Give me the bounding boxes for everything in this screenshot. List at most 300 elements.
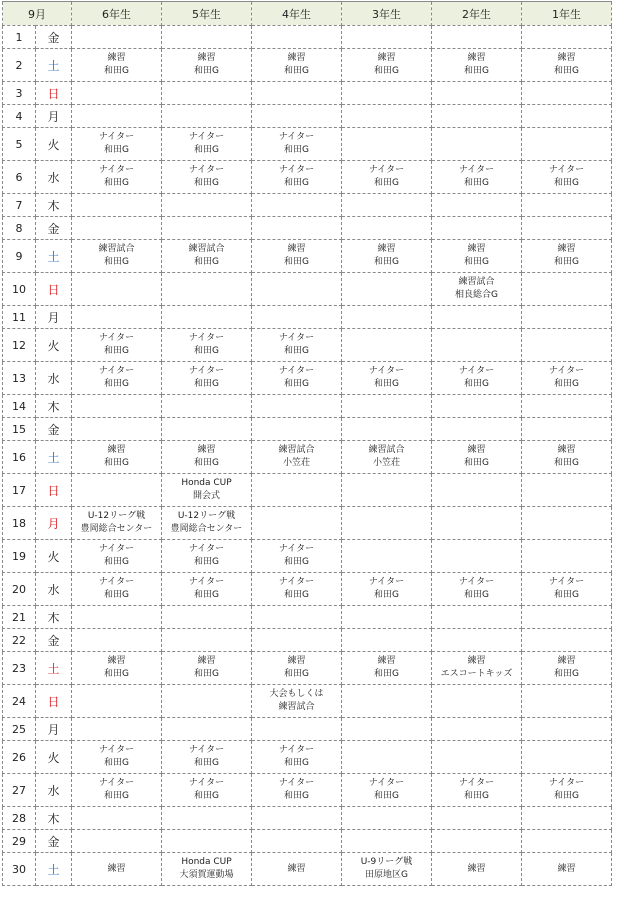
schedule-cell xyxy=(432,105,522,128)
weekday-label: 月 xyxy=(36,507,72,540)
schedule-cell xyxy=(522,830,612,853)
event-text: 和田G xyxy=(194,791,219,801)
day-row xyxy=(3,395,612,418)
schedule-cell xyxy=(432,606,522,629)
day-number: 30 xyxy=(3,853,36,886)
schedule-cell xyxy=(252,718,342,741)
schedule-cell xyxy=(252,629,342,652)
schedule-cell xyxy=(432,194,522,217)
event-text: 和田G xyxy=(194,66,219,76)
schedule-cell xyxy=(342,82,432,105)
event-text: 練習 xyxy=(107,53,126,63)
day-row xyxy=(3,718,612,741)
event-text: 小笠荘 xyxy=(282,458,310,468)
schedule-cell xyxy=(72,362,162,395)
event-text: 和田G xyxy=(554,791,579,801)
event-text: 練習 xyxy=(377,244,396,254)
event-text: 練習 xyxy=(377,53,396,63)
schedule-cell xyxy=(432,741,522,774)
event-text: ナイター xyxy=(368,366,405,376)
event-text: ナイター xyxy=(458,366,495,376)
schedule-cell xyxy=(432,774,522,807)
event-text: 練習 xyxy=(287,863,306,874)
schedule-cell xyxy=(162,718,252,741)
event-text: 練習 xyxy=(467,656,486,666)
schedule-cell xyxy=(162,82,252,105)
schedule-cell xyxy=(522,573,612,606)
schedule-cell xyxy=(432,474,522,507)
schedule-cell xyxy=(432,161,522,194)
event-text: 和田G xyxy=(284,379,309,389)
event-text: ナイター xyxy=(188,333,225,343)
schedule-cell xyxy=(162,685,252,718)
event-text: 和田G xyxy=(194,590,219,600)
grade-header: 5年生 xyxy=(162,2,252,26)
event-text: 和田G xyxy=(374,590,399,600)
schedule-cell xyxy=(522,718,612,741)
event-text: 練習 xyxy=(467,53,486,63)
event-text: 和田G xyxy=(104,557,129,567)
schedule-cell xyxy=(522,395,612,418)
event-text: 和田G xyxy=(464,257,489,267)
event-text: 和田G xyxy=(464,590,489,600)
schedule-cell xyxy=(72,474,162,507)
event-text: ナイター xyxy=(98,366,135,376)
day-row xyxy=(3,362,612,395)
schedule-cell xyxy=(522,507,612,540)
event-text: 和田G xyxy=(374,257,399,267)
schedule-cell xyxy=(72,507,162,540)
day-number: 18 xyxy=(3,507,36,540)
weekday-label: 木 xyxy=(36,395,72,418)
day-row xyxy=(3,507,612,540)
schedule-cell xyxy=(522,217,612,240)
weekday-label: 月 xyxy=(36,105,72,128)
schedule-cell xyxy=(432,217,522,240)
event-text: U-12リーグ戦 xyxy=(87,511,146,521)
event-text: 豊岡総合センター xyxy=(170,524,243,534)
schedule-cell xyxy=(252,128,342,161)
event-text: U-12リーグ戦 xyxy=(177,511,236,521)
day-row xyxy=(3,194,612,217)
grade-header: 3年生 xyxy=(342,2,432,26)
schedule-cell xyxy=(522,807,612,830)
event-text: ナイター xyxy=(278,165,315,175)
grade-header: 1年生 xyxy=(522,2,612,26)
schedule-cell xyxy=(72,741,162,774)
schedule-cell xyxy=(522,306,612,329)
schedule-cell xyxy=(342,441,432,474)
day-row xyxy=(3,807,612,830)
event-text: 練習 xyxy=(107,445,126,455)
schedule-cell xyxy=(162,217,252,240)
schedule-cell xyxy=(522,362,612,395)
event-text: 和田G xyxy=(554,66,579,76)
weekday-label: 金 xyxy=(36,830,72,853)
event-text: 練習 xyxy=(467,445,486,455)
schedule-cell xyxy=(252,49,342,82)
schedule-cell xyxy=(522,418,612,441)
weekday-label: 日 xyxy=(36,685,72,718)
schedule-cell xyxy=(162,741,252,774)
schedule-cell xyxy=(522,441,612,474)
day-number: 20 xyxy=(3,573,36,606)
event-text: 練習 xyxy=(287,656,306,666)
event-text: 練習 xyxy=(557,53,576,63)
schedule-cell xyxy=(252,194,342,217)
event-text: ナイター xyxy=(548,778,585,788)
schedule-cell xyxy=(162,49,252,82)
schedule-cell xyxy=(522,273,612,306)
header-row xyxy=(3,2,612,26)
schedule-cell xyxy=(342,629,432,652)
day-row xyxy=(3,329,612,362)
schedule-cell xyxy=(522,105,612,128)
event-text: 練習 xyxy=(467,863,486,874)
day-row xyxy=(3,540,612,573)
schedule-cell xyxy=(72,774,162,807)
event-text: 和田G xyxy=(104,669,129,679)
schedule-cell xyxy=(522,194,612,217)
schedule-cell xyxy=(252,573,342,606)
event-text: 大会もしくは xyxy=(269,689,324,699)
event-text: 大須賀運動場 xyxy=(179,870,234,880)
schedule-cell xyxy=(72,807,162,830)
schedule-cell xyxy=(162,105,252,128)
day-row xyxy=(3,741,612,774)
event-text: 和田G xyxy=(194,557,219,567)
schedule-cell xyxy=(522,82,612,105)
day-number: 29 xyxy=(3,830,36,853)
schedule-cell xyxy=(522,741,612,774)
event-text: ナイター xyxy=(278,366,315,376)
day-row xyxy=(3,441,612,474)
event-text: 和田G xyxy=(374,178,399,188)
schedule-cell xyxy=(432,441,522,474)
schedule-cell xyxy=(162,807,252,830)
day-number: 5 xyxy=(3,128,36,161)
weekday-label: 金 xyxy=(36,629,72,652)
event-text: ナイター xyxy=(188,132,225,142)
event-text: 和田G xyxy=(464,178,489,188)
schedule-cell xyxy=(252,540,342,573)
event-text: ナイター xyxy=(188,745,225,755)
schedule-cell xyxy=(72,830,162,853)
event-text: 和田G xyxy=(284,557,309,567)
event-text: ナイター xyxy=(278,745,315,755)
schedule-cell xyxy=(72,652,162,685)
event-text: 練習 xyxy=(287,53,306,63)
schedule-cell xyxy=(162,540,252,573)
weekday-label: 日 xyxy=(36,273,72,306)
schedule-cell xyxy=(162,474,252,507)
event-text: ナイター xyxy=(98,165,135,175)
schedule-cell xyxy=(72,395,162,418)
schedule-cell xyxy=(162,26,252,49)
day-number: 2 xyxy=(3,49,36,82)
schedule-cell xyxy=(72,217,162,240)
schedule-cell xyxy=(252,82,342,105)
day-row xyxy=(3,652,612,685)
day-row xyxy=(3,161,612,194)
day-row xyxy=(3,629,612,652)
weekday-label: 水 xyxy=(36,573,72,606)
event-text: 和田G xyxy=(284,145,309,155)
event-text: 相良総合G xyxy=(455,290,498,300)
schedule-cell xyxy=(522,474,612,507)
day-row xyxy=(3,853,612,886)
schedule-cell xyxy=(72,629,162,652)
schedule-cell xyxy=(432,418,522,441)
schedule-cell xyxy=(252,853,342,886)
schedule-cell xyxy=(162,194,252,217)
day-row xyxy=(3,573,612,606)
day-row xyxy=(3,273,612,306)
schedule-cell xyxy=(522,606,612,629)
schedule-cell xyxy=(522,240,612,273)
schedule-cell xyxy=(72,306,162,329)
day-number: 6 xyxy=(3,161,36,194)
schedule-cell xyxy=(342,774,432,807)
event-text: 田原地区G xyxy=(365,870,408,880)
schedule-cell xyxy=(432,629,522,652)
event-text: 和田G xyxy=(464,66,489,76)
schedule-cell xyxy=(162,128,252,161)
schedule-cell xyxy=(252,273,342,306)
schedule-cell xyxy=(342,573,432,606)
schedule-cell xyxy=(342,306,432,329)
schedule-cell xyxy=(342,240,432,273)
event-text: 和田G xyxy=(374,379,399,389)
weekday-label: 火 xyxy=(36,540,72,573)
event-text: 和田G xyxy=(374,791,399,801)
event-text: 和田G xyxy=(194,758,219,768)
event-text: ナイター xyxy=(98,745,135,755)
weekday-label: 水 xyxy=(36,774,72,807)
event-text: 和田G xyxy=(374,66,399,76)
event-text: Honda CUP xyxy=(181,857,232,867)
event-text: 和田G xyxy=(104,178,129,188)
weekday-label: 月 xyxy=(36,306,72,329)
schedule-cell xyxy=(72,718,162,741)
schedule-cell xyxy=(162,418,252,441)
schedule-cell xyxy=(342,507,432,540)
weekday-label: 土 xyxy=(36,49,72,82)
schedule-cell xyxy=(342,329,432,362)
schedule-cell xyxy=(252,685,342,718)
schedule-cell xyxy=(342,362,432,395)
schedule-cell xyxy=(162,161,252,194)
schedule-cell xyxy=(72,273,162,306)
event-text: 和田G xyxy=(554,178,579,188)
event-text: 和田G xyxy=(194,669,219,679)
event-text: ナイター xyxy=(188,165,225,175)
schedule-cell xyxy=(342,606,432,629)
schedule-cell xyxy=(432,830,522,853)
event-text: 和田G xyxy=(284,669,309,679)
schedule-cell xyxy=(252,306,342,329)
schedule-cell xyxy=(342,418,432,441)
day-number: 24 xyxy=(3,685,36,718)
day-number: 7 xyxy=(3,194,36,217)
event-text: 和田G xyxy=(284,758,309,768)
event-text: 和田G xyxy=(104,379,129,389)
weekday-label: 木 xyxy=(36,807,72,830)
schedule-cell xyxy=(162,329,252,362)
weekday-label: 金 xyxy=(36,217,72,240)
schedule-cell xyxy=(252,240,342,273)
day-number: 19 xyxy=(3,540,36,573)
event-text: 和田G xyxy=(464,458,489,468)
schedule-cell xyxy=(342,685,432,718)
schedule-cell xyxy=(252,652,342,685)
schedule-cell xyxy=(342,853,432,886)
schedule-cell xyxy=(432,540,522,573)
day-number: 12 xyxy=(3,329,36,362)
schedule-cell xyxy=(252,741,342,774)
day-row xyxy=(3,418,612,441)
schedule-cell xyxy=(432,853,522,886)
schedule-cell xyxy=(432,128,522,161)
event-text: ナイター xyxy=(188,544,225,554)
schedule-cell xyxy=(72,194,162,217)
schedule-cell xyxy=(432,573,522,606)
schedule-cell xyxy=(72,606,162,629)
event-text: 和田G xyxy=(554,669,579,679)
event-text: 和田G xyxy=(104,66,129,76)
event-text: ナイター xyxy=(368,577,405,587)
event-text: 和田G xyxy=(464,379,489,389)
weekday-label: 金 xyxy=(36,418,72,441)
schedule-cell xyxy=(342,652,432,685)
schedule-cell xyxy=(432,395,522,418)
event-text: 和田G xyxy=(554,458,579,468)
event-text: 練習 xyxy=(557,445,576,455)
schedule-cell xyxy=(72,240,162,273)
schedule-cell xyxy=(342,49,432,82)
schedule-cell xyxy=(342,26,432,49)
day-number: 27 xyxy=(3,774,36,807)
schedule-cell xyxy=(342,217,432,240)
grade-header: 4年生 xyxy=(252,2,342,26)
schedule-cell xyxy=(522,652,612,685)
schedule-cell xyxy=(72,105,162,128)
day-number: 11 xyxy=(3,306,36,329)
event-text: 和田G xyxy=(194,145,219,155)
event-text: 練習 xyxy=(107,863,126,874)
weekday-label: 火 xyxy=(36,128,72,161)
event-text: ナイター xyxy=(548,165,585,175)
schedule-cell xyxy=(252,362,342,395)
event-text: 和田G xyxy=(194,379,219,389)
event-text: ナイター xyxy=(188,577,225,587)
schedule-cell xyxy=(432,718,522,741)
schedule-cell xyxy=(162,652,252,685)
schedule-cell xyxy=(342,161,432,194)
month-header: 9月 xyxy=(3,2,72,26)
event-text: 和田G xyxy=(104,257,129,267)
day-number: 10 xyxy=(3,273,36,306)
event-text: 練習 xyxy=(197,445,216,455)
event-text: 開会式 xyxy=(192,491,220,501)
event-text: ナイター xyxy=(548,366,585,376)
schedule-cell xyxy=(162,240,252,273)
weekday-label: 土 xyxy=(36,652,72,685)
day-number: 13 xyxy=(3,362,36,395)
schedule-cell xyxy=(522,685,612,718)
event-text: ナイター xyxy=(368,165,405,175)
schedule-cell xyxy=(72,573,162,606)
weekday-label: 火 xyxy=(36,741,72,774)
day-row xyxy=(3,685,612,718)
weekday-label: 月 xyxy=(36,718,72,741)
schedule-cell xyxy=(432,82,522,105)
schedule-cell xyxy=(252,474,342,507)
schedule-cell xyxy=(162,362,252,395)
schedule-cell xyxy=(252,161,342,194)
schedule-table xyxy=(2,1,612,886)
schedule-cell xyxy=(162,830,252,853)
event-text: 練習 xyxy=(377,656,396,666)
schedule-cell xyxy=(342,105,432,128)
schedule-cell xyxy=(72,540,162,573)
event-text: Honda CUP xyxy=(181,478,232,488)
schedule-cell xyxy=(522,774,612,807)
event-text: U-9リーグ戦 xyxy=(360,857,413,867)
weekday-label: 火 xyxy=(36,329,72,362)
event-text: 和田G xyxy=(104,346,129,356)
day-number: 9 xyxy=(3,240,36,273)
event-text: エスコートキッズ xyxy=(440,669,513,679)
event-text: 和田G xyxy=(284,791,309,801)
day-number: 28 xyxy=(3,807,36,830)
event-text: ナイター xyxy=(368,778,405,788)
day-row xyxy=(3,306,612,329)
day-number: 3 xyxy=(3,82,36,105)
event-text: 練習試合 xyxy=(368,445,405,455)
schedule-cell xyxy=(252,507,342,540)
day-number: 14 xyxy=(3,395,36,418)
schedule-cell xyxy=(342,807,432,830)
day-row xyxy=(3,82,612,105)
day-row xyxy=(3,217,612,240)
event-text: 和田G xyxy=(104,458,129,468)
weekday-label: 水 xyxy=(36,362,72,395)
event-text: ナイター xyxy=(458,577,495,587)
event-text: ナイター xyxy=(98,333,135,343)
weekday-label: 日 xyxy=(36,474,72,507)
schedule-cell xyxy=(342,128,432,161)
schedule-cell xyxy=(252,26,342,49)
event-text: 練習 xyxy=(557,244,576,254)
event-text: 和田G xyxy=(284,257,309,267)
event-text: ナイター xyxy=(458,778,495,788)
event-text: ナイター xyxy=(278,333,315,343)
day-row xyxy=(3,240,612,273)
event-text: ナイター xyxy=(188,366,225,376)
schedule-cell xyxy=(252,606,342,629)
event-text: 和田G xyxy=(104,590,129,600)
schedule-cell xyxy=(432,685,522,718)
schedule-cell xyxy=(72,418,162,441)
day-number: 15 xyxy=(3,418,36,441)
schedule-cell xyxy=(72,853,162,886)
day-row xyxy=(3,26,612,49)
event-text: 練習 xyxy=(197,53,216,63)
event-text: ナイター xyxy=(188,778,225,788)
event-text: 練習 xyxy=(287,244,306,254)
weekday-label: 土 xyxy=(36,853,72,886)
